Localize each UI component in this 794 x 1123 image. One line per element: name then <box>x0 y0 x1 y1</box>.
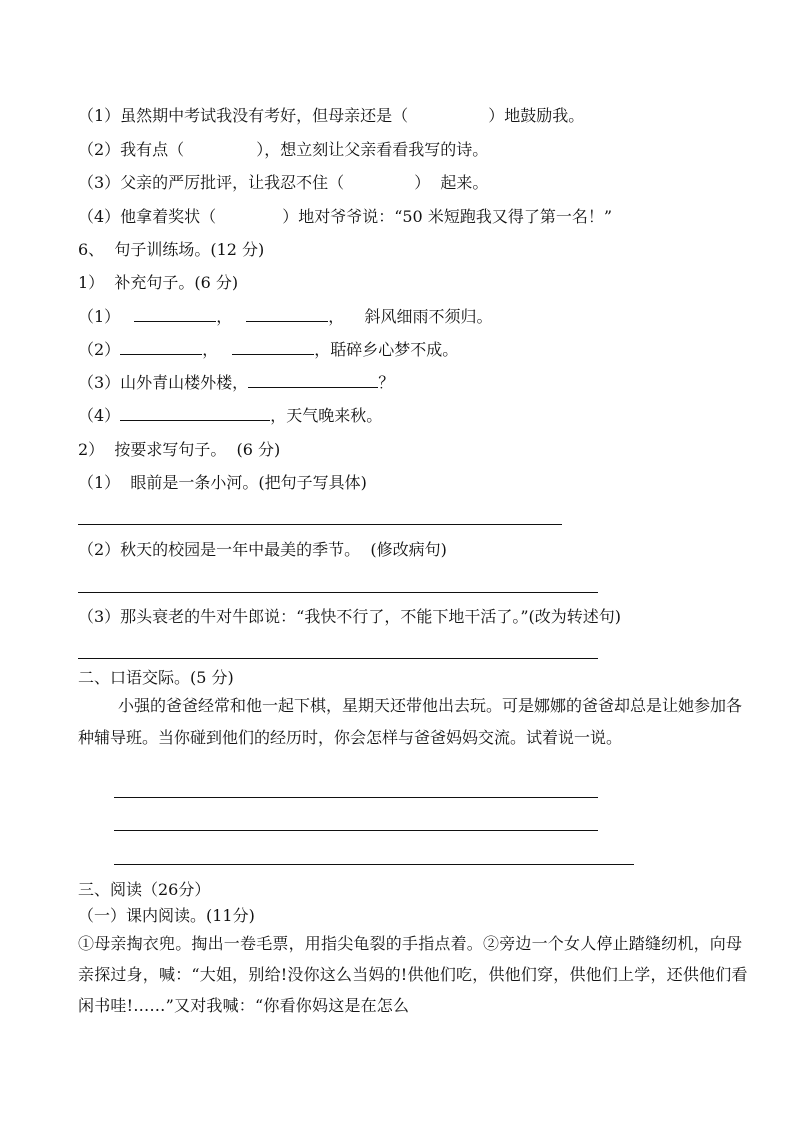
fill-item-4 <box>78 207 612 227</box>
sentence-text: （3）山外青山楼外楼， <box>78 373 249 392</box>
answer-blank[interactable] <box>248 373 378 388</box>
fill-item-text: （2）我有点（ <box>78 140 185 159</box>
answer-line[interactable] <box>78 658 598 659</box>
sentence-text: ， 斜风细雨不须归。 <box>328 307 493 326</box>
answer-line[interactable] <box>78 524 562 525</box>
complete-sentence-1 <box>78 307 493 327</box>
q6-part1-title: 1） 补充句子。(6 分) <box>78 273 239 292</box>
fill-item-text: （4）他拿着奖状（ <box>78 207 217 226</box>
sentence-text: ？ <box>378 373 395 392</box>
complete-sentence-2 <box>78 340 458 360</box>
fill-item-text: ） 起来。 <box>414 173 489 192</box>
sentence-text: ，聒碎乡心梦不成。 <box>314 340 459 359</box>
answer-line[interactable] <box>114 830 598 831</box>
reading-passage: ①母亲掏衣兜。掏出一卷毛票，用指尖龟裂的手指点着。②旁边一个女人停止踏缝纫机，向母亲探过身，喊：“大姐，别给!没你这么当妈的!供他们吃，供他们穿，供他们上学，还供他们看闲书哇!……”又对我喊：“你看你妈这是在怎么 <box>78 934 748 1015</box>
answer-blank[interactable] <box>246 307 328 322</box>
fill-item-2 <box>78 140 488 160</box>
fill-item-text: ）地对爷爷说：“50 米短跑我又得了第一名！” <box>282 207 612 226</box>
item-number: （4） <box>78 406 121 425</box>
item-number: （1） <box>78 307 121 326</box>
section2-prompt: 小强的爸爸经常和他一起下棋，星期天还带他出去玩。可是娜娜的爸爸却总是让她参加各种辅导班。当你碰到他们的经历时，你会怎样与爸爸妈妈交流。试着说一说。 <box>78 696 743 747</box>
answer-blank[interactable] <box>232 340 314 355</box>
comma: ， <box>202 340 219 359</box>
rewrite-prompt-1: （1） 眼前是一条小河。(把句子写具体) <box>78 473 367 492</box>
fill-item-text: （3）父亲的严厉批评，让我忍不住（ <box>78 173 345 192</box>
complete-sentence-3 <box>78 373 394 393</box>
fill-item-1 <box>78 106 584 126</box>
sentence-text: ，天气晚来秋。 <box>270 406 383 425</box>
answer-blank[interactable] <box>120 340 202 355</box>
answer-line[interactable] <box>114 797 598 798</box>
answer-line[interactable] <box>78 592 598 593</box>
section3-subtitle: （一）课内阅读。(11分) <box>78 906 255 925</box>
rewrite-prompt-3: （3）那头衰老的牛对牛郎说：“我快不行了，不能下地干活了。”(改为转述句) <box>78 607 622 626</box>
complete-sentence-4 <box>78 406 382 426</box>
comma: ， <box>216 307 233 326</box>
answer-blank[interactable] <box>120 406 270 421</box>
fill-item-text: （1）虽然期中考试我没有考好，但母亲还是（ <box>78 106 409 125</box>
item-number: （2） <box>78 340 121 359</box>
fill-item-text: ），想立刻让父亲看看我写的诗。 <box>256 140 489 159</box>
section2-title: 二、口语交际。(5 分) <box>78 668 234 687</box>
section3-title: 三、阅读（26分） <box>78 880 211 899</box>
fill-item-3 <box>78 173 488 193</box>
answer-blank[interactable] <box>134 307 216 322</box>
rewrite-prompt-2: （2）秋天的校园是一年中最美的季节。 (修改病句) <box>78 540 447 559</box>
answer-line[interactable] <box>114 864 634 865</box>
q6-part2-title: 2） 按要求写句子。 (6 分) <box>78 440 281 459</box>
q6-title: 6、 句子训练场。(12 分) <box>78 240 265 259</box>
fill-item-text: ）地鼓励我。 <box>488 106 585 125</box>
